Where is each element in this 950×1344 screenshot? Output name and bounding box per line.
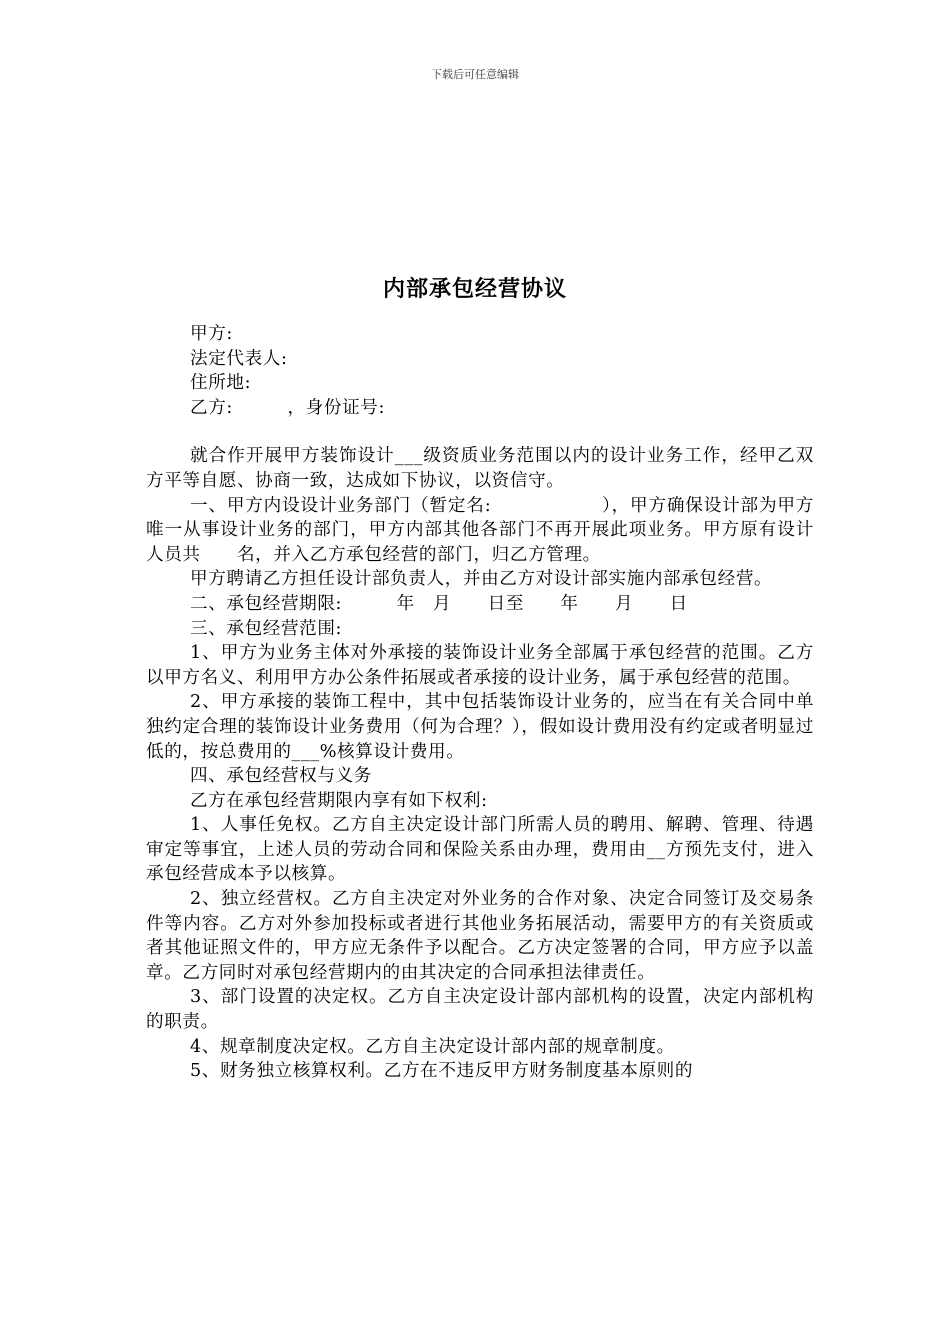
document-body <box>146 322 814 1084</box>
clause-3-item-2: 2、甲方承接的装饰工程中，其中包括装饰设计业务的，应当在有关合同中单独约定合理的装饰设计业务费用（何为合理？），假如设计费用没有约定或者明显过低的，按总费用的___%核算设计费用。 <box>146 692 814 762</box>
party-b-line: 乙方: ，身份证号: <box>190 397 385 418</box>
clause-1-paragraph: 一、甲方内设设计业务部门（暂定名: ），甲方确保设计部为甲方唯一从事设计业务的部门，甲方内部其他各部门不再开展此项业务。甲方原有设计人员共 名，并入乙方承包经营的部门，归乙方管理。 <box>146 495 814 565</box>
clause-4-heading: 四、承包经营权与义务 <box>190 766 372 787</box>
clause-4-item-5: 5、财务独立核算权利。乙方在不违反甲方财务制度基本原则的 <box>190 1061 694 1082</box>
clause-4-item-3: 3、部门设置的决定权。乙方自主决定设计部内部机构的设置，决定内部机构的职责。 <box>146 987 814 1033</box>
clause-3-item-1: 1、甲方为业务主体对外承接的装饰设计业务全部属于承包经营的范围。乙方以甲方名义、利用甲方办公条件拓展或者承接的设计业务，属于承包经营的范围。 <box>146 643 814 688</box>
clause-3-heading: 三、承包经营范围: <box>190 618 343 639</box>
preamble-paragraph: 就合作开展甲方装饰设计___级资质业务范围以内的设计业务工作，经甲乙双方平等自愿、协商一致，达成如下协议，以资信守。 <box>146 446 814 491</box>
legal-representative-line: 法定代表人: <box>190 348 288 369</box>
clause-4-item-4: 4、规章制度决定权。乙方自主决定设计部内部的规章制度。 <box>190 1036 675 1057</box>
clause-4-item-1: 1、人事任免权。乙方自主决定设计部门所需人员的聘用、解聘、管理、待遇审定等事宜，上述人员的劳动合同和保险关系由办理，费用由__方预先支付，进入承包经营成本予以核算。 <box>146 815 814 885</box>
spacer <box>146 420 814 444</box>
address-line: 住所地: <box>190 373 252 394</box>
document-title: 内部承包经营协议 <box>382 276 567 302</box>
clause-4-item-2: 2、独立经营权。乙方自主决定对外业务的合作对象、决定合同签订及交易条件等内容。乙方对外参加投标或者进行其他业务拓展活动，需要甲方的有关资质或者其他证照文件的，甲方应无条件予以配合。乙方决定签署的合同，甲方应予以盖章。乙方同时对承包经营期内的由其决定的合同承担法律责任。 <box>146 889 814 983</box>
clause-2-term-line: 二、承包经营期限: 年 月 日至 年 月 日 <box>190 593 688 614</box>
clause-4-intro: 乙方在承包经营期限内享有如下权利: <box>190 790 488 811</box>
party-a-line: 甲方: <box>190 324 233 344</box>
clause-1-appointment-paragraph: 甲方聘请乙方担任设计部负责人，并由乙方对设计部实施内部承包经营。 <box>190 569 773 590</box>
header-note: 下载后可任意编辑 <box>431 68 519 81</box>
